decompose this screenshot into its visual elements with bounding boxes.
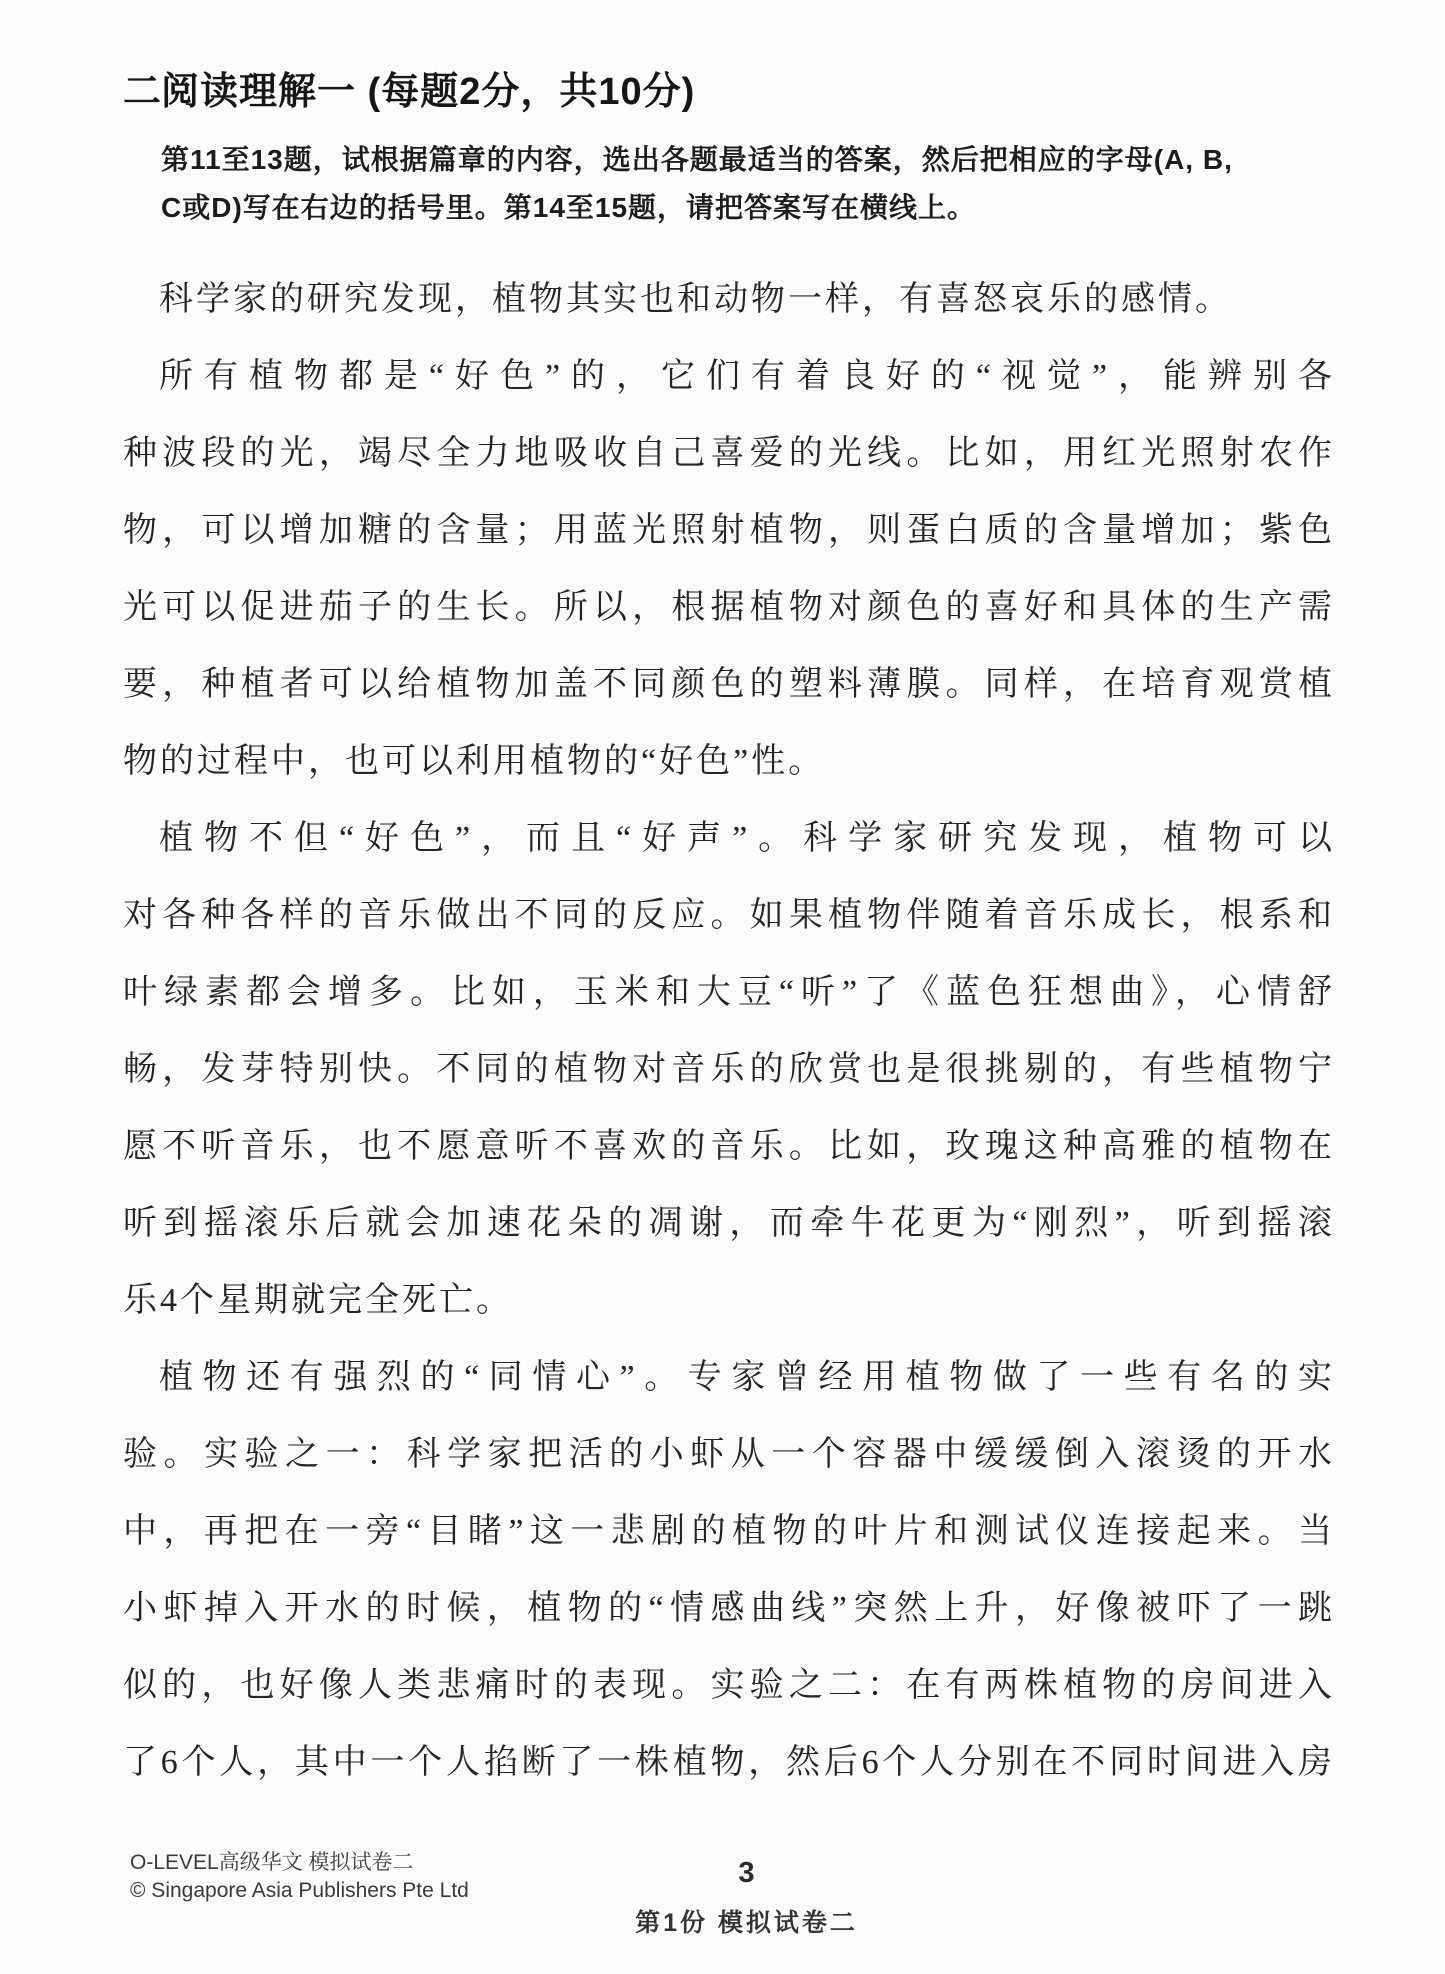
footer-edition: O-LEVEL高级华文 模拟试卷二 <box>130 1851 414 1874</box>
passage-paragraph <box>123 800 1335 1339</box>
passage-line: 畅，发芽特别快。不同的植物对音乐的欣赏也是很挑剔的，有些植物宁 <box>123 1051 1335 1088</box>
passage-paragraph <box>123 338 1335 800</box>
passage-line: 叶绿素都会增多。比如，玉米和大豆“听”了《蓝色狂想曲》，心情舒 <box>123 974 1335 1011</box>
footer-copyright: © Singapore Asia Publishers Pte Ltd <box>130 1879 469 1902</box>
passage-line: 种波段的光，竭尽全力地吸收自己喜爱的光线。比如，用红光照射农作 <box>123 435 1335 472</box>
section-header <box>123 68 1335 116</box>
passage-line: 物的过程中，也可以利用植物的“好色”性。 <box>123 743 826 780</box>
instructions <box>161 136 1385 232</box>
footer-part-label: 第1份 模拟试卷二 <box>635 1909 858 1937</box>
passage-line: 听到摇滚乐后就会加速花朵的凋谢，而牵牛花更为“刚烈”，听到摇滚 <box>123 1205 1335 1242</box>
instruction-line: 第11至13题，试根据篇章的内容，选出各题最适当的答案，然后把相应的字母(A, B, <box>161 144 1233 175</box>
passage-line: 似的，也好像人类悲痛时的表现。实验之二：在有两株植物的房间进入 <box>123 1667 1335 1704</box>
passage-line: 科学家的研究发现，植物其实也和动物一样，有喜怒哀乐的感情。 <box>159 281 1232 318</box>
instruction-line: C或D)写在右边的括号里。第14至15题，请把答案写在横线上。 <box>161 192 977 223</box>
passage-line: 验。实验之一：科学家把活的小虾从一个容器中缓缓倒入滚烫的开水 <box>123 1436 1335 1473</box>
passage-line: 所有植物都是“好色”的，它们有着良好的“视觉”，能辨别各 <box>159 358 1335 395</box>
passage-line: 小虾掉入开水的时候，植物的“情感曲线”突然上升，好像被吓了一跳 <box>123 1590 1335 1627</box>
section-title: 阅读理解一 (每题2分，共10分) <box>161 71 696 113</box>
page-number: 3 <box>738 1857 755 1889</box>
passage-line: 了6个人，其中一个人掐断了一株植物，然后6个人分别在不同时间进入房 <box>123 1744 1335 1781</box>
passage-line: 对各种各样的音乐做出不同的反应。如果植物伴随着音乐成长，根系和 <box>123 897 1335 934</box>
passage-line: 植物还有强烈的“同情心”。专家曾经用植物做了一些有名的实 <box>159 1359 1335 1396</box>
passage-line: 物，可以增加糖的含量；用蓝光照射植物，则蛋白质的含量增加；紫色 <box>123 512 1335 549</box>
passage-line: 光可以促进茄子的生长。所以，根据植物对颜色的喜好和具体的生产需 <box>123 589 1335 626</box>
passage-line: 植物不但“好色”，而且“好声”。科学家研究发现，植物可以 <box>159 820 1335 857</box>
footer-center <box>0 1857 1445 1939</box>
passage-line: 愿不听音乐，也不愿意听不喜欢的音乐。比如，玫瑰这种高雅的植物在 <box>123 1128 1335 1165</box>
section-number: 二 <box>123 71 162 113</box>
passage-paragraph <box>123 261 1335 338</box>
passage-paragraph <box>123 1339 1335 1801</box>
passage-line: 要，种植者可以给植物加盖不同颜色的塑料薄膜。同样，在培育观赏植 <box>123 666 1335 703</box>
passage-line: 乐4个星期就完全死亡。 <box>123 1282 513 1319</box>
passage <box>123 261 1335 1801</box>
passage-line: 中，再把在一旁“目睹”这一悲剧的植物的叶片和测试仪连接起来。当 <box>123 1513 1335 1550</box>
